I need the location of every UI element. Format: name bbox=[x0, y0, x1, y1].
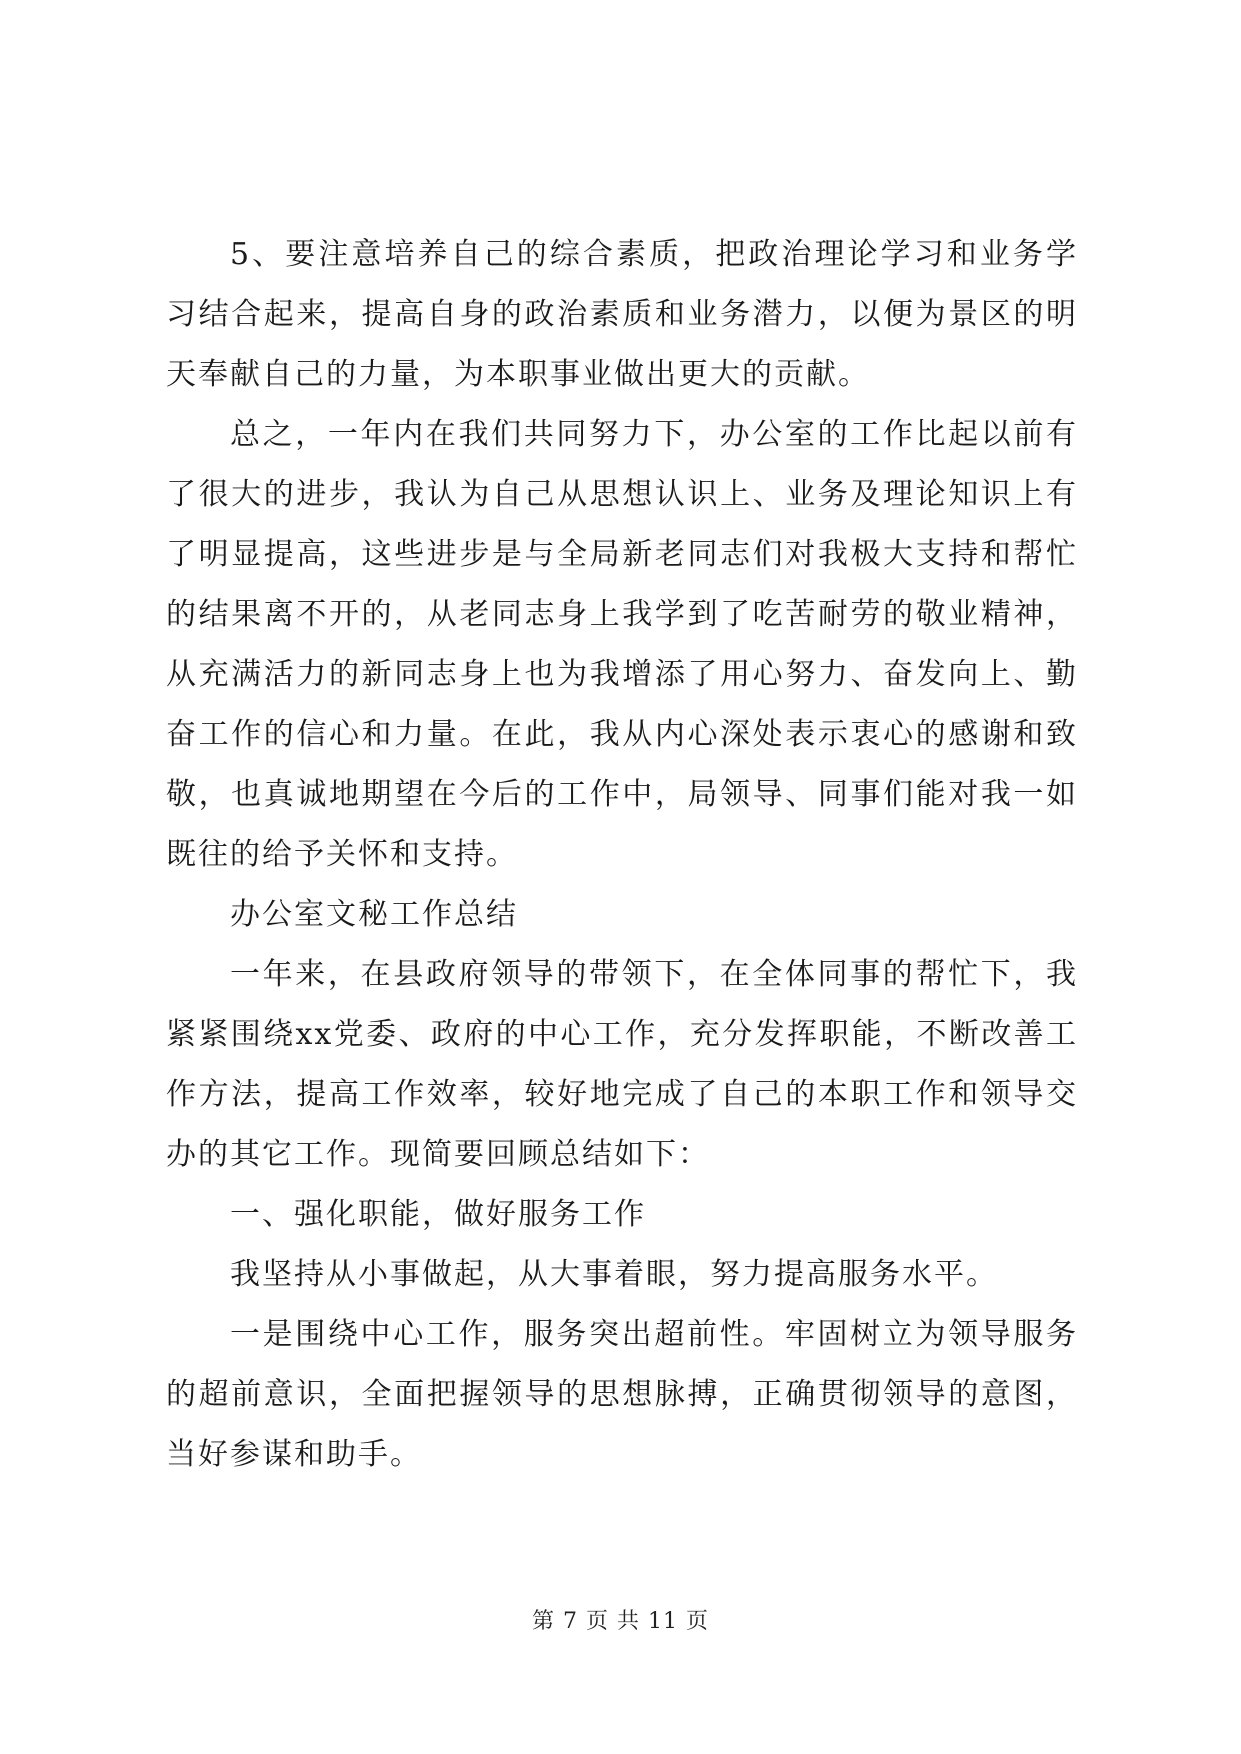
document-body bbox=[166, 225, 1078, 1485]
paragraph-service: 我坚持从小事做起，从大事着眼，努力提高服务水平。 bbox=[230, 1257, 998, 1292]
paragraph-intro: 一年来，在县政府领导的带领下，在全体同事的帮忙下，我紧紧围绕xx党委、政府的中心工作，充分发挥职能，不断改善工作方法，提高工作效率，较好地完成了自己的本职工作和领导交办的其它工作。现简要回顾总结如下： bbox=[166, 957, 1078, 1172]
page-footer: 第 7 页 共 11 页 bbox=[532, 1609, 709, 1634]
paragraph-point-1: 一是围绕中心工作，服务突出超前性。牢固树立为领导服务的超前意识，全面把握领导的思想脉搏，正确贯彻领导的意图，当好参谋和助手。 bbox=[166, 1317, 1078, 1472]
section-title: 办公室文秘工作总结 bbox=[230, 897, 518, 932]
paragraph-item-5: 5、要注意培养自己的综合素质，把政治理论学习和业务学习结合起来，提高自身的政治素质和业务潜力，以便为景区的明天奉献自己的力量，为本职事业做出更大的贡献。 bbox=[166, 237, 1078, 392]
paragraph-conclusion: 总之，一年内在我们共同努力下，办公室的工作比起以前有了很大的进步，我认为自己从思想认识上、业务及理论知识上有了明显提高，这些进步是与全局新老同志们对我极大支持和帮忙的结果离不开的，从老同志身上我学到了吃苦耐劳的敬业精神，从充满活力的新同志身上也为我增添了用心努力、奋发向上、勤奋工作的信心和力量。在此，我从内心深处表示衷心的感谢和致敬，也真诚地期望在今后的工作中，局领导、同事们能对我一如既往的给予关怀和支持。 bbox=[166, 417, 1078, 872]
section-heading-1: 一、强化职能，做好服务工作 bbox=[230, 1197, 646, 1232]
